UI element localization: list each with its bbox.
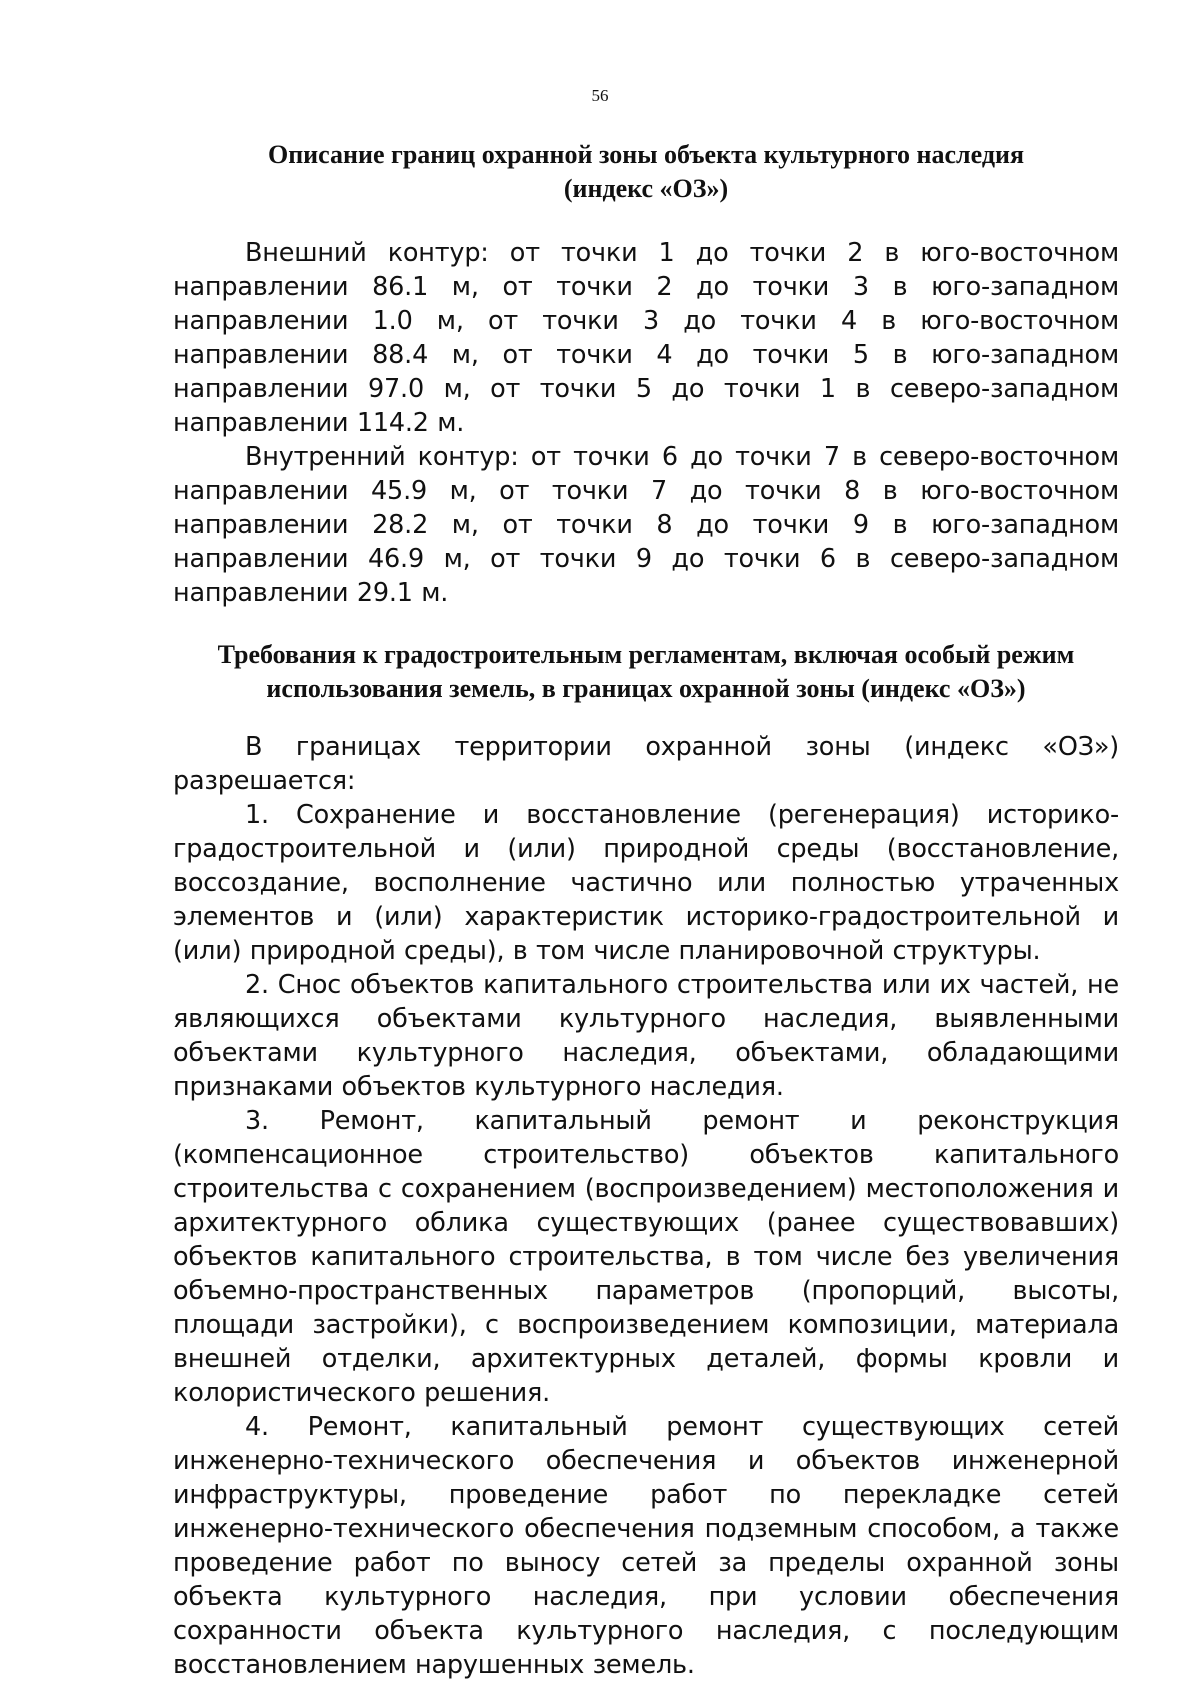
list-item-4: 4. Ремонт, капитальный ремонт существующих сетей инженерно-технического обеспечения и объектов инженерной инфраструктуры, проведение работ по перекладке сетей инженерно-технического обеспечения подземным способом, а также проведение работ по выносу сетей за пределы охранной зоны объекта культурного наследия, при условии обеспечения сохранности объекта культурного наследия, с последующим восстановлением нарушенных земель. [173, 1412, 1119, 1680]
inner-contour-paragraph: Внутренний контур: от точки 6 до точки 7 в северо-восточном направлении 45.9 м, от точки 7 до точки 8 в юго-восточном направлении 28.2 м, от точки 8 до точки 9 в юго-западном направлении 46.9 м, от точки 9 до точки 6 в северо-западном направлении 29.1 м. [173, 442, 1119, 608]
section2-title-line2: использования земель, в границах охранной зоны (индекс «ОЗ») [266, 674, 1026, 703]
allowed-intro-paragraph: В границах территории охранной зоны (индекс «ОЗ») разрешается: [173, 732, 1119, 796]
spacer [173, 206, 1119, 236]
section1-title-line2: (индекс «ОЗ») [563, 174, 729, 203]
section1-title-line1: Описание границ охранной зоны объекта культурного наследия [267, 140, 1025, 169]
list-item-1: 1. Сохранение и восстановление (регенерация) историко-градостроительной и (или) природной среды (восстановление, воссоздание, восполнение частично или полностью утраченных элементов и (или) характеристик историко-градостроительной и (или) природной среды), в том числе планировочной структуры. [173, 800, 1119, 966]
list-item-3: 3. Ремонт, капитальный ремонт и реконструкция (компенсационное строительство) объектов капитального строительства с сохранением (воспроизведением) местоположения и архитектурного облика существующих (ранее существовавших) объектов капитального строительства, в том числе без увеличения объемно-пространственных параметров (пропорций, высоты, площади застройки), с воспроизведением композиции, материала внешней отделки, архитектурных деталей, формы кровли и колористического решения. [173, 1106, 1119, 1408]
section2-title-line1: Требования к градостроительным регламентам, включая особый режим [217, 640, 1075, 669]
page-number: 56 [591, 86, 609, 105]
section1-title [173, 138, 1119, 206]
section2-title [173, 638, 1119, 706]
outer-contour-paragraph: Внешний контур: от точки 1 до точки 2 в юго-восточном направлении 86.1 м, от точки 2 до точки 3 в юго-западном направлении 1.0 м, от точки 3 до точки 4 в юго-восточном направлении 88.4 м, от точки 4 до точки 5 в юго-западном направлении 97.0 м, от точки 5 до точки 1 в северо-западном направлении 114.2 м. [173, 238, 1119, 438]
list-item-2: 2. Снос объектов капитального строительства или их частей, не являющихся объектами культурного наследия, выявленными объектами культурного наследия, объектами, обладающими признаками объектов культурного наследия. [173, 970, 1119, 1102]
page-content [173, 138, 1119, 1682]
